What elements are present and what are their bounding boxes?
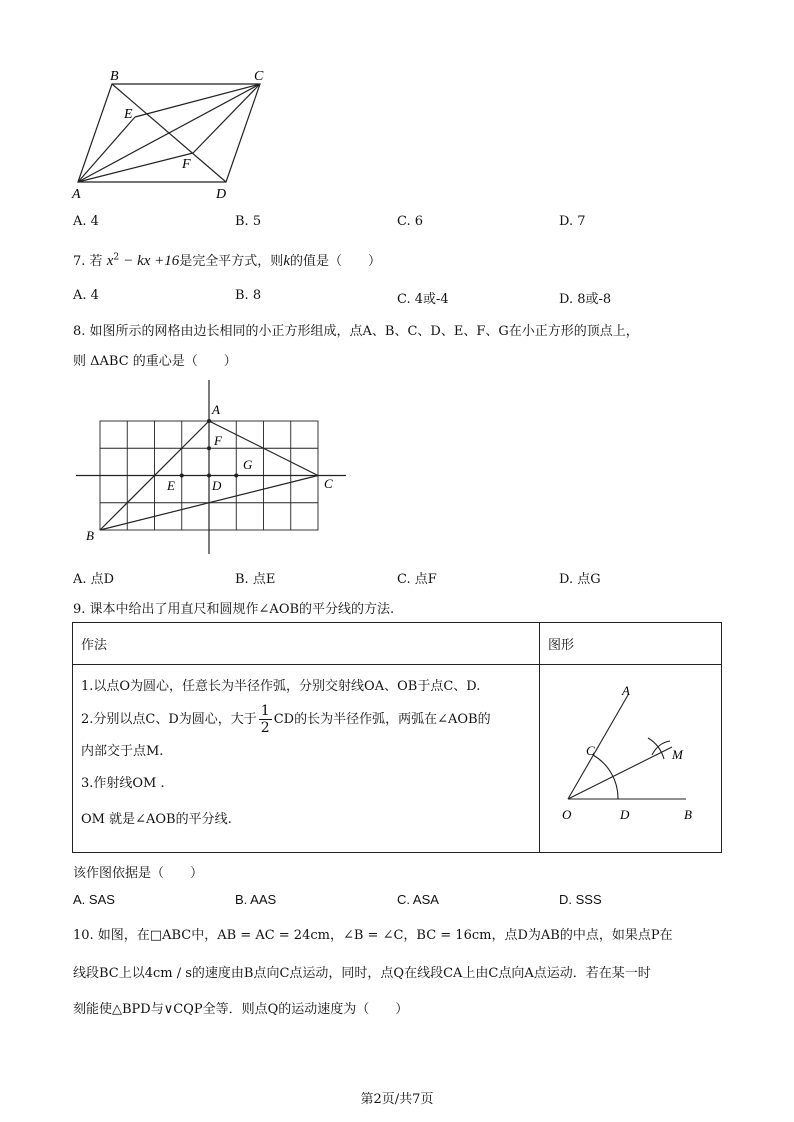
col-header-figure: 图形 xyxy=(540,623,722,665)
bisector-figure xyxy=(548,665,708,845)
step-2-b: CD的长为半径作弧，两弧在∠AOB的 xyxy=(273,712,491,727)
label-E: E xyxy=(124,107,133,122)
q9-option-d[interactable]: D. SSS xyxy=(559,892,602,907)
q7-option-b[interactable]: B. 8 xyxy=(235,288,262,303)
frac-den: 2 xyxy=(260,720,270,736)
parallelogram-figure xyxy=(66,62,280,202)
label-G: G xyxy=(243,457,253,472)
label-F: F xyxy=(182,157,191,172)
label-A: A xyxy=(72,187,81,202)
label-F: F xyxy=(214,433,222,448)
q9-option-a[interactable]: A. SAS xyxy=(73,892,115,907)
step-3: 3.作射线OM . xyxy=(81,776,165,791)
step-2 xyxy=(81,703,531,736)
q8-line2: 则 ΔABC 的重心是（ ） xyxy=(73,354,237,369)
q10-line3: 刻能使△BPD与∨CQP全等．则点Q的运动速度为（ ） xyxy=(73,1002,409,1017)
page-footer: 第2页/共7页 xyxy=(360,1092,434,1107)
label-D: D xyxy=(620,807,630,822)
q8-option-b[interactable]: B. 点E xyxy=(235,572,276,587)
label-B: B xyxy=(684,807,692,822)
fraction xyxy=(259,703,272,736)
q7-tail: 的值是（ ） xyxy=(289,254,381,269)
q8-line1: 8. 如图所示的网格由边长相同的小正方形组成，点A、B、C、D、E、F、G在小正方形的顶点上， xyxy=(73,324,639,339)
label-B: B xyxy=(110,69,119,84)
label-A: A xyxy=(622,683,630,698)
q10-line2: 线段BC上以4cm / s的速度由B点向C点运动，同时，点Q在线段CA上由C点向A点运动．若在某一时 xyxy=(73,966,651,981)
q8-option-c[interactable]: C. 点F xyxy=(397,572,437,587)
q7-sup: 2 xyxy=(113,252,120,263)
q7-option-c[interactable]: C. 4或-4 xyxy=(397,292,449,307)
q9-option-b[interactable]: B. AAS xyxy=(235,892,277,907)
q9-option-c[interactable]: C. ASA xyxy=(397,892,439,907)
label-C: C xyxy=(324,476,333,491)
q7-option-d[interactable]: D. 8或-8 xyxy=(559,292,612,307)
label-O: O xyxy=(562,807,572,822)
q9-basis: 该作图依据是（ ） xyxy=(73,866,204,881)
step-2-cont: 内部交于点M. xyxy=(81,744,164,759)
q8-option-d[interactable]: D. 点G xyxy=(559,572,601,587)
method-cell xyxy=(73,665,540,853)
q7-expr: − kx +16 xyxy=(123,253,180,269)
q7-x: x xyxy=(106,253,114,269)
q6-option-b[interactable]: B. 5 xyxy=(235,214,262,229)
q6-option-c[interactable]: C. 6 xyxy=(397,214,424,229)
label-A: A xyxy=(212,402,220,417)
q7-option-a[interactable]: A. 4 xyxy=(73,288,99,303)
label-D: D xyxy=(212,478,222,493)
step-1: 1.以点O为圆心，任意长为半径作弧，分别交射线OA、OB于点C、D. xyxy=(81,679,481,694)
step-2-a: 2.分别以点C、D为圆心，大于 xyxy=(81,712,257,727)
label-C: C xyxy=(586,743,595,758)
q6-option-a[interactable]: A. 4 xyxy=(73,214,99,229)
figure-cell xyxy=(540,665,722,853)
q6-option-d[interactable]: D. 7 xyxy=(559,214,586,229)
conclusion: OM 就是∠AOB的平分线. xyxy=(81,812,232,827)
grid-figure xyxy=(74,378,354,558)
method-table xyxy=(72,622,722,853)
q9-stem: 9. 课本中给出了用直尺和圆规作∠AOB的平分线的方法. xyxy=(73,602,395,617)
label-B: B xyxy=(86,528,94,543)
q7-mid: 是完全平方式，则 xyxy=(179,254,284,269)
q10-line1: 10. 如图，在□ABC中，AB = AC = 24cm，∠B = ∠C，BC = 16cm，点D为AB的中点，如果点P在 xyxy=(73,928,673,943)
q7-stem xyxy=(73,250,381,270)
label-M: M xyxy=(672,747,683,762)
frac-num: 1 xyxy=(260,703,270,719)
label-E: E xyxy=(167,478,175,493)
q7-num: 7. 若 xyxy=(73,254,103,269)
label-D: D xyxy=(216,187,227,202)
q7-k: k xyxy=(283,253,290,269)
col-header-method: 作法 xyxy=(73,623,540,665)
q8-option-a[interactable]: A. 点D xyxy=(73,572,115,587)
label-C: C xyxy=(254,69,264,84)
